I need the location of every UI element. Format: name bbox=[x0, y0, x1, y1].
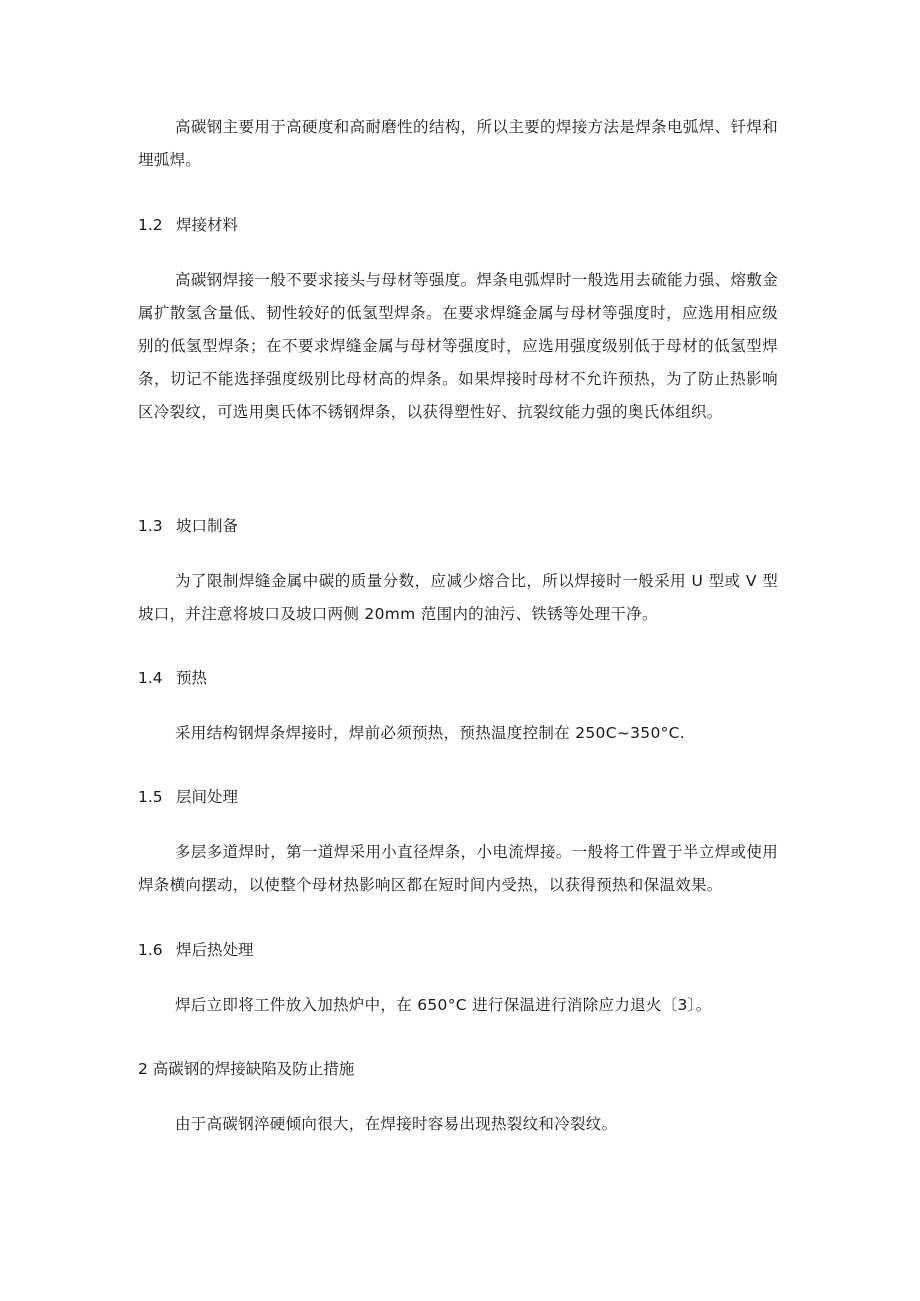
paragraph-intro: 高碳钢主要用于高硬度和高耐磨性的结构，所以主要的焊接方法是焊条电弧焊、钎焊和埋弧焊。 bbox=[138, 118, 778, 169]
section-number: 1.6 bbox=[138, 941, 163, 959]
section-heading-1-2 bbox=[138, 214, 238, 236]
section-heading-1-6 bbox=[138, 939, 254, 961]
section-title: 层间处理 bbox=[176, 788, 239, 806]
section-number: 1.4 bbox=[138, 669, 163, 687]
section-title: 坡口制备 bbox=[176, 517, 239, 535]
section-heading-1-5 bbox=[138, 786, 238, 808]
section-number: 1.5 bbox=[138, 788, 163, 806]
section-number: 1.2 bbox=[138, 216, 163, 234]
paragraph-groove-preparation: 为了限制焊缝金属中碳的质量分数，应减少熔合比，所以焊接时一般采用 U 型或 V 型坡口，并注意将坡口及坡口两侧 20mm 范围内的油污、铁锈等处理干净。 bbox=[138, 572, 778, 623]
paragraph-interpass: 多层多道焊时，第一道焊采用小直径焊条，小电流焊接。一般将工件置于半立焊或使用焊条横向摆动，以使整个母材热影响区都在短时间内受热，以获得预热和保温效果。 bbox=[138, 843, 778, 894]
section-title: 预热 bbox=[176, 669, 208, 687]
section-heading-1-4 bbox=[138, 667, 207, 689]
paragraph-preheat: 采用结构钢焊条焊接时，焊前必须预热，预热温度控制在 250C~350°C. bbox=[175, 724, 686, 742]
section-heading-2: 2 高碳钢的焊接缺陷及防止措施 bbox=[138, 1060, 355, 1078]
section-heading-1-3 bbox=[138, 515, 238, 537]
paragraph-post-weld: 焊后立即将工件放入加热炉中，在 650°C 进行保温进行消除应力退火〔3〕。 bbox=[175, 996, 712, 1014]
section-number: 1.3 bbox=[138, 517, 163, 535]
paragraph-defects: 由于高碳钢淬硬倾向很大，在焊接时容易出现热裂纹和冷裂纹。 bbox=[175, 1115, 618, 1133]
section-title: 焊后热处理 bbox=[176, 941, 254, 959]
section-title: 焊接材料 bbox=[176, 216, 239, 234]
paragraph-welding-materials: 高碳钢焊接一般不要求接头与母材等强度。焊条电弧焊时一般选用去硫能力强、熔敷金属扩散氢含量低、韧性较好的低氢型焊条。在要求焊缝金属与母材等强度时，应选用相应级别的低氢型焊条；在不要求焊缝金属与母材等强度时，应选用强度级别低于母材的低氢型焊条，切记不能选择强度级别比母材高的焊条。如果焊接时母材不允许预热，为了防止热影响区冷裂纹，可选用奥氏体不锈钢焊条，以获得塑性好、抗裂纹能力强的奥氏体组织。 bbox=[138, 271, 778, 421]
